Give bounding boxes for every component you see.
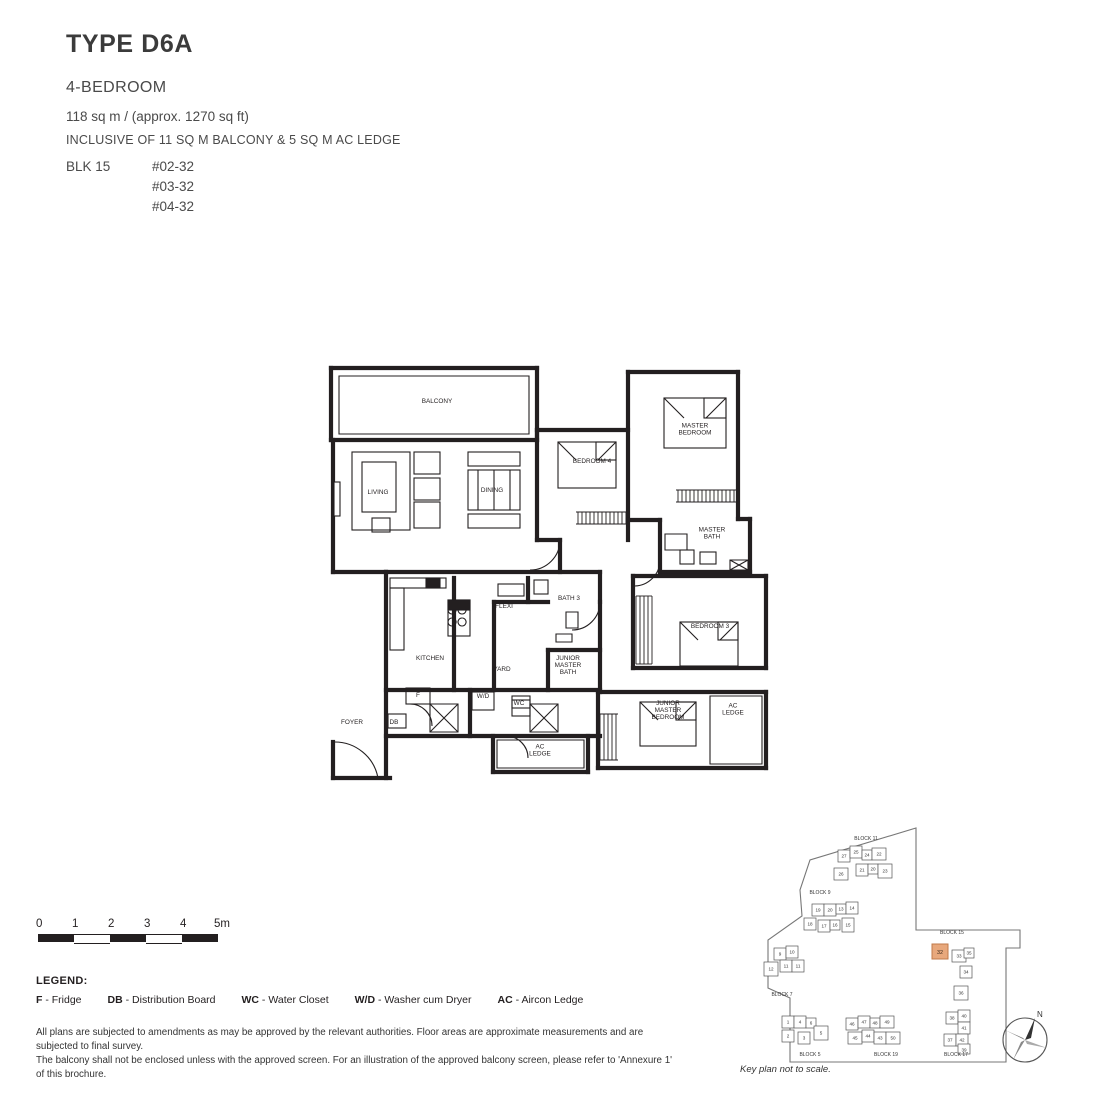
legend-abbr: F <box>36 994 43 1006</box>
svg-text:1: 1 <box>786 1019 790 1025</box>
legend-abbr: WC <box>241 994 259 1006</box>
keyplan-block-label: BLOCK 9 <box>809 890 831 896</box>
scale-segment <box>182 934 218 942</box>
svg-text:4: 4 <box>798 1019 802 1025</box>
svg-text:10: 10 <box>789 949 795 955</box>
room-label: FLEXI <box>495 603 513 610</box>
svg-text:43: 43 <box>877 1035 883 1041</box>
room-label: BEDROOM 4 <box>572 458 612 465</box>
svg-text:2: 2 <box>786 1033 790 1039</box>
svg-text:18: 18 <box>807 921 813 927</box>
legend-abbr: DB <box>107 994 123 1006</box>
unit-item: #03-32 <box>152 179 195 194</box>
svg-text:35: 35 <box>966 950 972 956</box>
block-units-row <box>66 159 401 219</box>
svg-text:6: 6 <box>809 1020 813 1026</box>
svg-text:40: 40 <box>961 1013 967 1019</box>
svg-text:26: 26 <box>838 871 844 877</box>
legend-abbr: AC <box>497 994 513 1006</box>
legend-abbr: W/D <box>354 994 376 1006</box>
compass-icon <box>995 1008 1055 1068</box>
svg-text:47: 47 <box>861 1019 867 1025</box>
svg-text:3: 3 <box>802 1035 806 1041</box>
room-label: BEDROOM 3 <box>690 623 730 630</box>
room-label: BATH 3 <box>558 595 580 602</box>
scale-segment <box>74 934 110 944</box>
svg-text:5: 5 <box>819 1030 823 1036</box>
unit-item: #02-32 <box>152 159 195 174</box>
keyplan-block-label: BLOCK 7 <box>771 992 793 998</box>
page-title: TYPE D6A <box>66 30 194 58</box>
svg-text:33: 33 <box>956 953 962 959</box>
room-label: JUNIOR MASTER BEDROOM <box>651 699 685 722</box>
room-label: KITCHEN <box>415 655 445 662</box>
svg-text:11: 11 <box>783 963 789 969</box>
svg-text:19: 19 <box>815 907 821 913</box>
legend <box>36 975 583 1006</box>
room-label: JUNIOR MASTER BATH <box>554 654 582 677</box>
room-label: MASTER BEDROOM <box>678 422 712 437</box>
scale-tick: 1 <box>72 918 79 930</box>
floor-plan <box>320 355 790 795</box>
svg-text:48: 48 <box>872 1020 878 1026</box>
scale-tick: 2 <box>108 918 115 930</box>
keyplan-block-label: BLOCK 17 <box>944 1052 968 1058</box>
scale-tick: 5m <box>214 918 230 930</box>
legend-desc: - Fridge <box>45 994 82 1006</box>
unit-list <box>152 159 194 219</box>
legend-title: LEGEND: <box>36 975 88 987</box>
svg-text:12: 12 <box>768 966 774 972</box>
legend-desc: - Washer cum Dryer <box>377 994 472 1006</box>
disclaimer-notes <box>36 1026 676 1081</box>
svg-text:37: 37 <box>947 1037 953 1043</box>
room-label: W/D <box>476 693 490 700</box>
svg-text:13: 13 <box>838 906 844 912</box>
scale-segment <box>38 934 74 942</box>
svg-text:15: 15 <box>845 922 851 928</box>
svg-text:38: 38 <box>949 1015 955 1021</box>
svg-text:21: 21 <box>859 867 865 873</box>
scale-ticks <box>36 918 246 931</box>
scale-segments <box>36 934 246 942</box>
svg-text:25: 25 <box>853 849 859 855</box>
svg-text:49: 49 <box>884 1019 890 1025</box>
room-label: MASTER BATH <box>698 526 726 541</box>
svg-text:34: 34 <box>963 969 969 975</box>
scale-segment <box>110 934 146 942</box>
keyplan-caption: Key plan not to scale. <box>740 1064 831 1075</box>
svg-text:9: 9 <box>778 951 782 957</box>
legend-items <box>36 994 583 1006</box>
scale-bar <box>36 918 246 948</box>
room-label: BALCONY <box>421 398 453 405</box>
legend-item <box>242 994 329 1006</box>
svg-text:41: 41 <box>961 1025 967 1031</box>
legend-item <box>36 994 82 1006</box>
room-label: DB <box>389 719 399 726</box>
area-text: 118 sq m / (approx. 1270 sq ft) <box>66 109 249 124</box>
svg-text:22: 22 <box>876 851 882 857</box>
block-label: BLK 15 <box>66 159 111 174</box>
svg-text:36: 36 <box>958 990 964 996</box>
room-label: LIVING <box>367 489 389 496</box>
scale-tick: 3 <box>144 918 151 930</box>
room-label: AC LEDGE <box>529 743 551 758</box>
plan-header <box>66 30 401 219</box>
room-label: F <box>416 692 420 699</box>
keyplan-block-label: BLOCK 15 <box>940 930 964 936</box>
scale-segment <box>146 934 182 944</box>
svg-text:50: 50 <box>890 1035 896 1041</box>
keyplan-block-label: BLOCK 5 <box>799 1052 821 1058</box>
compass-north-label: N <box>1037 1010 1043 1019</box>
svg-text:20: 20 <box>827 907 833 913</box>
inclusive-text: INCLUSIVE OF 11 SQ M BALCONY & 5 SQ M AC LEDGE <box>66 133 401 147</box>
scale-tick: 4 <box>180 918 187 930</box>
keyplan-highlighted-label: 32 <box>937 949 943 956</box>
legend-desc: - Distribution Board <box>125 994 216 1006</box>
room-label: AC LEDGE <box>722 702 744 717</box>
legend-desc: - Water Closet <box>261 994 329 1006</box>
unit-item: #04-32 <box>152 199 195 214</box>
room-label: YARD <box>493 666 511 673</box>
svg-text:42: 42 <box>959 1037 965 1043</box>
bedroom-count: 4-BEDROOM <box>66 79 167 96</box>
legend-desc: - Aircon Ledge <box>515 994 584 1006</box>
note-line-2: The balcony shall not be enclosed unless with the approved screen. For an illustration of the approved balcony screen, please refer to 'Annexure 1' of this brochure. <box>36 1055 673 1080</box>
scale-tick: 0 <box>36 918 43 930</box>
legend-item <box>355 994 472 1006</box>
legend-item <box>108 994 216 1006</box>
legend-item <box>498 994 584 1006</box>
svg-text:44: 44 <box>865 1033 871 1039</box>
keyplan-block-label: BLOCK 19 <box>874 1052 898 1058</box>
svg-text:23: 23 <box>882 868 888 874</box>
note-line-1: All plans are subjected to amendments as may be approved by the relevant authorities. Floor areas are approximate measurements and are subjected to final survey. <box>36 1027 644 1052</box>
room-label: DINING <box>480 487 504 494</box>
key-plan <box>738 820 1038 1070</box>
svg-text:39: 39 <box>961 1047 967 1053</box>
room-label: FOYER <box>340 719 364 726</box>
svg-text:17: 17 <box>821 923 827 929</box>
svg-text:46: 46 <box>849 1021 855 1027</box>
svg-text:20: 20 <box>870 866 876 872</box>
keyplan-block-label: BLOCK 11 <box>854 836 878 842</box>
room-label: WC <box>513 700 525 707</box>
svg-text:24: 24 <box>864 852 870 858</box>
svg-text:27: 27 <box>841 853 847 859</box>
svg-text:16: 16 <box>832 922 838 928</box>
svg-text:14: 14 <box>849 905 855 911</box>
svg-text:11: 11 <box>795 963 801 969</box>
svg-text:45: 45 <box>852 1035 858 1041</box>
